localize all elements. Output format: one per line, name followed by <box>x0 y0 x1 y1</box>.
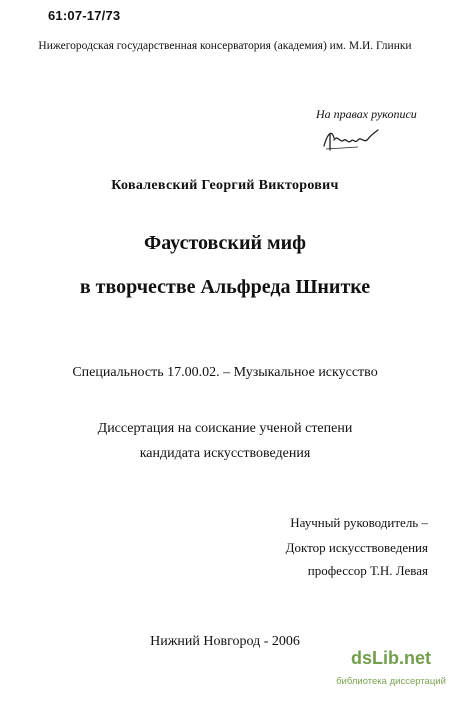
advisor-degree: Доктор искусствоведения <box>285 540 428 555</box>
dissertation-line-1: Диссертация на соискание ученой степени <box>97 421 353 436</box>
title-line-2: в творчестве Альфреда Шнитке <box>79 276 371 298</box>
manuscript-label: На правах рукописи <box>316 107 417 121</box>
advisor-role: Научный руководитель – <box>290 515 428 530</box>
specialty-line: Специальность 17.00.02. – Музыкальное искусство <box>72 365 378 380</box>
author-name: Ковалевский Георгий Викторович <box>111 178 339 193</box>
institution-name: Нижегородская государственная консерватория (академия) им. М.И. Глинки <box>38 40 412 52</box>
title-line-1: Фаустовский миф <box>144 232 306 254</box>
handwritten-signature <box>318 124 388 154</box>
watermark-logo: dsLib.net <box>351 648 431 668</box>
advisor-name: профессор Т.Н. Левая <box>307 563 428 578</box>
watermark-subtitle: библиотека диссертаций <box>336 676 446 687</box>
watermark <box>336 648 446 698</box>
dissertation-line-2: кандидата искусствоведения <box>139 446 311 461</box>
catalog-code: 61:07-17/73 <box>48 8 121 23</box>
place-and-year: Нижний Новгород - 2006 <box>150 634 300 649</box>
